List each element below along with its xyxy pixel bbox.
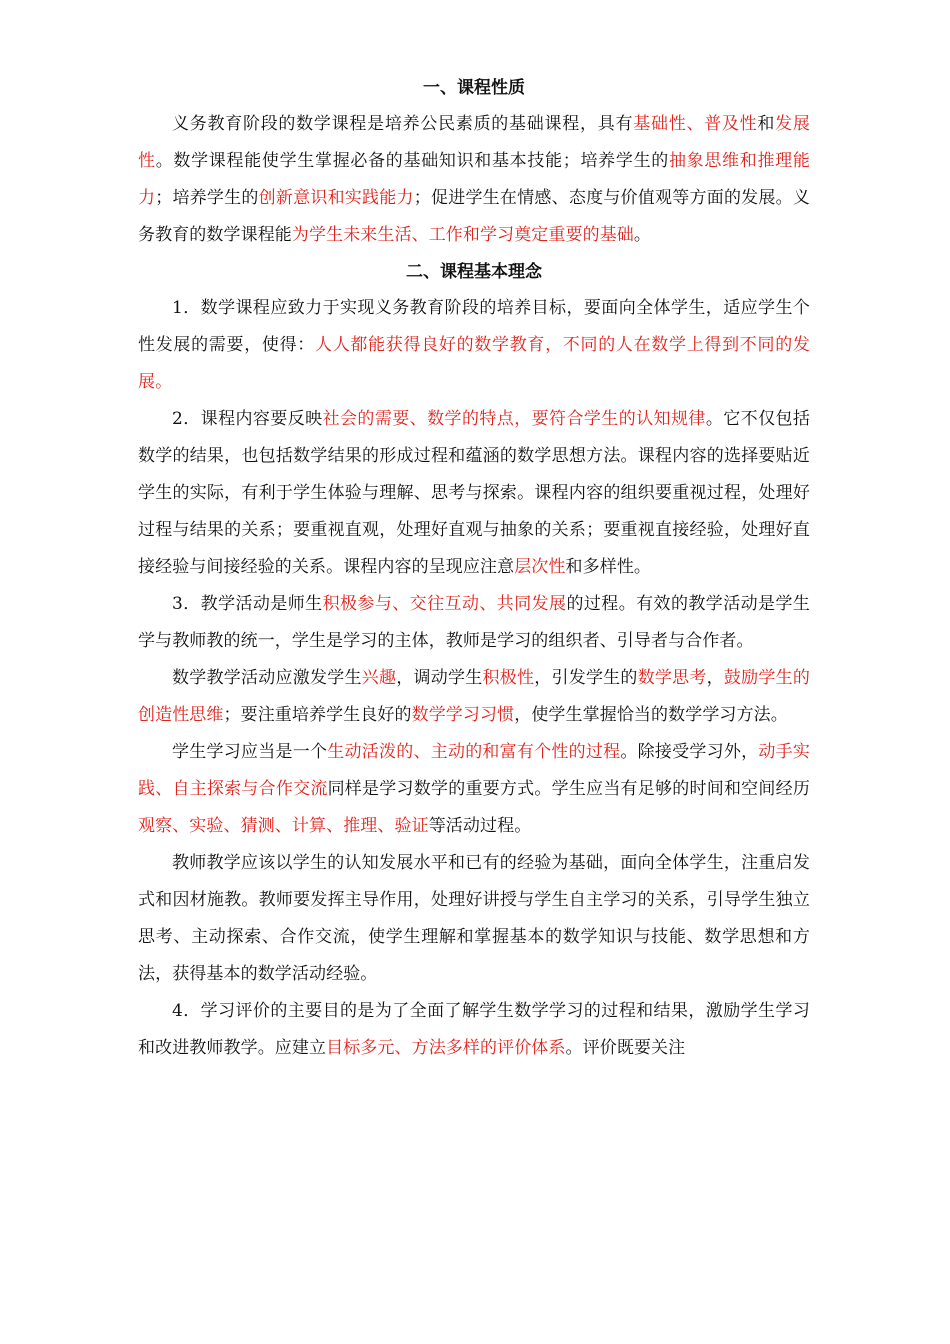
highlighted-text: 数学学习习惯 [411, 705, 515, 725]
body-text: 等活动过程。 [428, 816, 532, 836]
body-text: ；培养学生的 [155, 188, 259, 208]
highlighted-text: 生动活泼的、主动的和富有个性的过程 [327, 742, 621, 762]
highlighted-text: 创新意识和实践能力 [258, 188, 414, 208]
body-text: ；要注重培养学生良好的 [223, 705, 412, 725]
highlighted-text: 人人都能获得良好的数学教育，不同的人在数学上得到不同的发展。 [138, 335, 810, 392]
body-text: ，引发学生的 [534, 668, 638, 688]
highlighted-text: 积极性 [482, 668, 535, 688]
paragraph-concept-2 [138, 401, 810, 586]
body-text: 数学教学活动应激发学生 [172, 668, 362, 688]
body-text: 。 [633, 225, 652, 245]
body-text: 。除接受学习外， [620, 742, 759, 762]
body-text: 学生学习应当是一个 [172, 742, 328, 762]
body-text: 的过程。有效的教学活动是学生学与教师教的统一，学生是学习的主体，教师是学习的组织者、引导者与合作者。 [138, 594, 810, 651]
body-text: 和 [757, 114, 776, 134]
body-text: 。评价既要关注 [565, 1038, 686, 1058]
section-heading-1: 一、课程性质 [423, 78, 525, 98]
body-text: 2．课程内容要反映 [172, 409, 323, 429]
highlighted-text: 数学思考 [637, 668, 707, 688]
highlighted-text: 目标多元、方法多样的评价体系 [326, 1038, 566, 1058]
highlighted-text: 社会的需要、数学的特点，要符合学生的认知规律 [322, 409, 706, 429]
body-text: ；促进学生在情感、态度与价值观等方面的发展。义务教育的数学课程能 [138, 188, 810, 245]
paragraph-concept-4 [138, 993, 810, 1067]
paragraph-teaching-activity [138, 660, 810, 734]
body-text: ， [706, 668, 724, 688]
highlighted-text: 兴趣 [361, 668, 397, 688]
body-text: 。它不仅包括数学的结果，也包括数学结果的形成过程和蕴涵的数学思想方法。课程内容的选择要贴近学生的实际，有利于学生体验与理解、思考与探索。课程内容的组织要重视过程，处理好过程与结果的关系；要重视直观，处理好直观与抽象的关系；要重视直接经验，处理好直接经验与间接经验的关系。课程内容的呈现应注意 [138, 409, 811, 577]
body-text: 教师教学应该以学生的认知发展水平和已有的经验为基础，面向全体学生，注重启发式和因材施教。教师要发挥主导作用，处理好讲授与学生自主学习的关系，引导学生独立思考、主动探索、合作交流，使学生理解和掌握基本的数学知识与技能、数学思想和方法，获得基本的数学活动经验。 [138, 853, 810, 984]
highlighted-text: 基础性、普及性 [633, 114, 758, 134]
body-text: 同样是学习数学的重要方式。学生应当有足够的时间和空间经历 [327, 779, 810, 799]
paragraph-teacher-teaching [138, 845, 810, 993]
paragraph-concept-3 [138, 586, 810, 660]
body-text: 1．数学课程应致力于实现义务教育阶段的培养目标，要面向全体学生，适应学生个性发展的需要，使得： [138, 298, 810, 355]
highlighted-text: 观察、实验、猜测、计算、推理、验证 [138, 816, 429, 836]
body-text: ，调动学生 [396, 668, 483, 688]
body-text: 义务教育阶段的数学课程是培养公民素质的基础课程，具有 [172, 114, 634, 134]
body-text: 4．学习评价的主要目的是为了全面了解学生数学学习的过程和结果，激励学生学习和改进教师教学。应建立 [138, 1001, 810, 1058]
highlighted-text: 为学生未来生活、工作和学习奠定重要的基础 [291, 225, 634, 245]
highlighted-text: 发展性 [138, 114, 811, 171]
document-page [138, 70, 810, 1067]
highlighted-text: 层次性 [514, 557, 566, 577]
body-text: 3．教学活动是师生 [172, 594, 323, 614]
body-text: 。数学课程能使学生掌握必备的基础知识和基本技能；培养学生的 [155, 151, 669, 171]
paragraph-concept-1 [138, 290, 810, 401]
highlighted-text: 动手实践、自主探索与合作交流 [138, 742, 810, 799]
body-text: 和多样性。 [565, 557, 652, 577]
highlighted-text: 鼓励学生的创造性思维 [138, 668, 811, 725]
section-heading-2: 二、课程基本理念 [406, 262, 542, 282]
highlighted-text: 积极参与、交往互动、共同发展 [322, 594, 567, 614]
paragraph-nature [138, 106, 810, 254]
highlighted-text: 抽象思维和推理能力 [138, 151, 810, 208]
paragraph-student-learning [138, 734, 810, 845]
body-text: ，使学生掌握恰当的数学学习方法。 [514, 705, 788, 725]
